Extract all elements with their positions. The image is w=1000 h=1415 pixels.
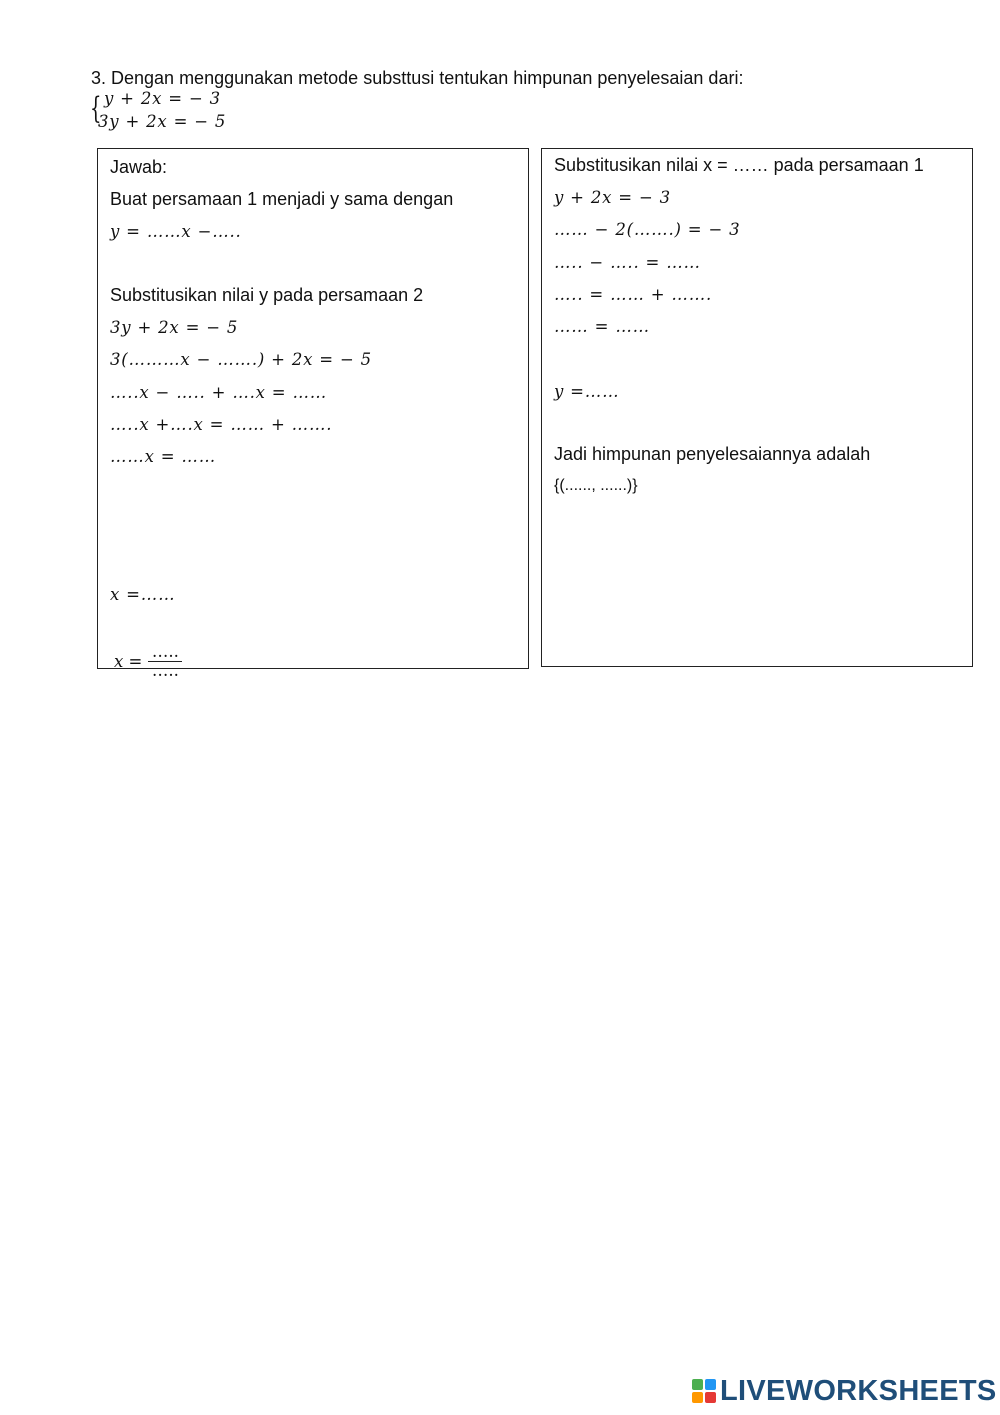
logo-tiles-icon xyxy=(692,1379,716,1403)
equation-system xyxy=(90,89,290,133)
fraction-numerator-blank[interactable]: ….. xyxy=(151,642,179,661)
answer-box-left xyxy=(97,148,529,680)
simplify-blank[interactable]: ……x = …… xyxy=(110,447,217,466)
expand-step-blank[interactable]: …..x − ….. + ….x = …… xyxy=(110,383,328,402)
substitution-step-blank[interactable]: 3(………x − …….) + 2x = − 5 xyxy=(110,350,372,369)
answer-box-right xyxy=(541,148,973,667)
instruction-substitute-y: Substitusikan nilai y pada persamaan 2 xyxy=(110,285,424,305)
y-expression-blank[interactable]: y = ……x −….. xyxy=(110,222,242,241)
logo-tile xyxy=(705,1379,716,1390)
solution-set-blank[interactable]: {(......, ......)} xyxy=(554,477,638,494)
liveworksheets-logo xyxy=(692,1374,997,1408)
substitution-step-blank-right[interactable]: …… − 2(…….) = − 3 xyxy=(554,220,741,239)
instruction-substitute-x: Substitusikan nilai x = …… pada persamaan 1 xyxy=(554,155,924,175)
fraction-denominator-blank[interactable]: ….. xyxy=(151,661,179,680)
system-equation-2: 3y + 2x = − 5 xyxy=(98,112,227,131)
logo-text: LIVEWORKSHEETS xyxy=(720,1374,997,1407)
x-fraction xyxy=(114,643,182,680)
question-text: 3. Dengan menggunakan metode substtusi tentukan himpunan penyelesaian dari: xyxy=(91,68,744,88)
y-result-blank[interactable]: y =…… xyxy=(554,382,620,401)
logo-tile xyxy=(692,1379,703,1390)
move-terms-blank-right[interactable]: ….. = …… + ……. xyxy=(554,285,713,304)
x-result-blank[interactable]: x =…… xyxy=(110,585,176,604)
logo-tile xyxy=(692,1392,703,1403)
equation-2: 3y + 2x = − 5 xyxy=(110,318,239,337)
equation-1: y + 2x = − 3 xyxy=(554,188,671,207)
fraction-lhs: x = xyxy=(114,652,143,671)
left-brace: { xyxy=(90,91,102,126)
logo-tile xyxy=(705,1392,716,1403)
result-step-blank-right[interactable]: …… = …… xyxy=(554,317,650,336)
solution-set-label: Jadi himpunan penyelesaiannya adalah xyxy=(554,444,871,464)
jawab-label: Jawab: xyxy=(110,157,168,177)
instruction-make-y: Buat persamaan 1 menjadi y sama dengan xyxy=(110,189,454,209)
collect-terms-blank[interactable]: …..x +….x = …… + ……. xyxy=(110,415,333,434)
system-equation-1: y + 2x = − 3 xyxy=(104,89,221,108)
simplify-step-blank-right[interactable]: ….. − ….. = …… xyxy=(554,253,701,272)
